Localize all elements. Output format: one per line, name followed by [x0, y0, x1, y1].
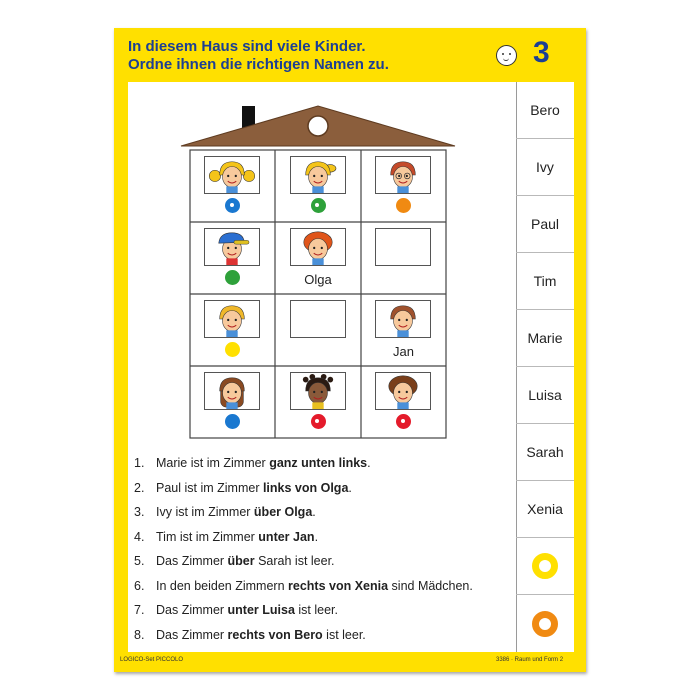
child-face-icon — [376, 157, 430, 194]
clue-item — [134, 579, 473, 593]
color-ring-marker — [396, 414, 411, 429]
clue-item — [134, 554, 335, 568]
child-portrait[interactable] — [204, 372, 260, 410]
clue-text: In den beiden Zimmern — [156, 578, 289, 593]
clue-text-end: . — [348, 480, 352, 495]
clue-text-end: . — [367, 456, 371, 470]
clue-emphasis: über — [227, 554, 255, 568]
house-room — [361, 223, 446, 294]
clue-text-end: . — [312, 505, 316, 519]
clue-number: 8. — [134, 627, 145, 642]
empty-portrait-frame[interactable] — [290, 300, 346, 338]
clue-item — [134, 530, 318, 544]
ring-token-slot[interactable] — [516, 595, 574, 652]
clue-text-end: . — [314, 529, 319, 544]
house-room — [361, 151, 446, 222]
child-portrait[interactable] — [375, 372, 431, 410]
house-room — [190, 223, 275, 294]
color-ring-marker — [225, 198, 240, 213]
ring-token-slot[interactable] — [516, 538, 574, 595]
name-strip — [516, 82, 574, 652]
clue-text: Tim ist im Zimmer — [156, 529, 259, 544]
clue-emphasis: unter Luisa — [227, 603, 295, 617]
name-tile[interactable]: Paul — [516, 196, 574, 253]
child-face-icon — [291, 373, 345, 410]
child-face-icon — [205, 373, 259, 410]
clue-emphasis: unter Jan — [258, 529, 315, 544]
clue-text: Das Zimmer — [156, 627, 228, 642]
clue-number: 7. — [134, 603, 145, 617]
clue-number: 2. — [134, 480, 145, 495]
clue-text-end: ist leer. — [322, 627, 366, 642]
clue-number: 6. — [134, 578, 145, 593]
house-room — [190, 367, 275, 438]
clue-number: 4. — [134, 529, 145, 544]
instructions-heading — [128, 38, 389, 74]
child-face-icon — [205, 229, 259, 266]
room-name-label: Jan — [393, 344, 414, 359]
clue-item — [134, 456, 371, 470]
name-tile[interactable]: Sarah — [516, 424, 574, 481]
name-tile[interactable]: Tim — [516, 253, 574, 310]
color-ring-marker — [311, 414, 326, 429]
color-dot-marker — [225, 414, 240, 429]
name-tile[interactable]: Xenia — [516, 481, 574, 538]
name-tile[interactable]: Ivy — [516, 139, 574, 196]
clue-number: 3. — [134, 505, 145, 519]
house-panel — [128, 82, 516, 652]
instructions-line-2: Ordne ihnen die richtigen Namen zu. — [128, 56, 389, 73]
clue-item — [134, 481, 352, 495]
clue-text: Das Zimmer — [156, 554, 228, 568]
clue-emphasis: rechts von Bero — [227, 627, 323, 642]
clue-number: 1. — [134, 456, 145, 470]
card-number: 3 — [533, 36, 550, 69]
clue-item — [134, 628, 366, 642]
footer-series: 3386 · Raum und Form 2 — [496, 657, 564, 663]
clue-text: Das Zimmer — [156, 603, 228, 617]
empty-portrait-frame[interactable] — [375, 228, 431, 266]
clue-item — [134, 505, 316, 519]
child-portrait[interactable] — [375, 300, 431, 338]
child-face-icon — [205, 301, 259, 338]
house-room — [190, 295, 275, 366]
house-room — [361, 367, 446, 438]
clue-emphasis: ganz unten links — [269, 456, 368, 470]
child-face-icon — [376, 301, 430, 338]
child-face-icon — [291, 229, 345, 266]
child-face-icon — [291, 157, 345, 194]
clue-emphasis: über Olga — [253, 505, 313, 519]
child-portrait[interactable] — [290, 156, 346, 194]
name-tile[interactable]: Luisa — [516, 367, 574, 424]
house-room — [361, 295, 446, 366]
color-dot-marker — [225, 270, 240, 285]
footer-set-name: LOGICO-Set PICCOLO — [120, 657, 184, 663]
smiley-face-icon — [496, 45, 517, 66]
child-portrait[interactable] — [375, 156, 431, 194]
orange-ring-icon — [532, 611, 558, 637]
house-room — [276, 151, 361, 222]
instructions-line-1: In diesem Haus sind viele Kinder. — [128, 38, 366, 55]
child-face-icon — [205, 157, 259, 194]
child-portrait[interactable] — [204, 300, 260, 338]
clue-text: Marie ist im Zimmer — [156, 456, 270, 470]
room-name-label: Olga — [304, 272, 332, 287]
clue-text-end: Sarah ist leer. — [254, 554, 335, 568]
color-dot-marker — [225, 342, 240, 357]
house-room — [276, 223, 361, 294]
child-portrait[interactable] — [204, 228, 260, 266]
clue-emphasis: rechts von Xenia — [288, 578, 389, 593]
house-room — [276, 367, 361, 438]
child-portrait[interactable] — [204, 156, 260, 194]
clue-text-end: ist leer. — [294, 603, 338, 617]
roof-window-icon — [308, 116, 328, 136]
name-tile[interactable]: Bero — [516, 82, 574, 139]
color-dot-marker — [396, 198, 411, 213]
clue-number: 5. — [134, 554, 145, 568]
clue-item — [134, 603, 338, 617]
child-portrait[interactable] — [290, 372, 346, 410]
name-tile[interactable]: Marie — [516, 310, 574, 367]
clue-text: Ivy ist im Zimmer — [156, 505, 254, 519]
house-room — [190, 151, 275, 222]
clue-text: Paul ist im Zimmer — [156, 480, 263, 495]
house-room — [276, 295, 361, 366]
clue-emphasis: links von Olga — [262, 480, 349, 495]
yellow-ring-icon — [532, 553, 558, 579]
child-face-icon — [376, 373, 430, 410]
color-ring-marker — [311, 198, 326, 213]
clue-text-end: sind Mädchen. — [388, 578, 473, 593]
child-portrait[interactable] — [290, 228, 346, 266]
